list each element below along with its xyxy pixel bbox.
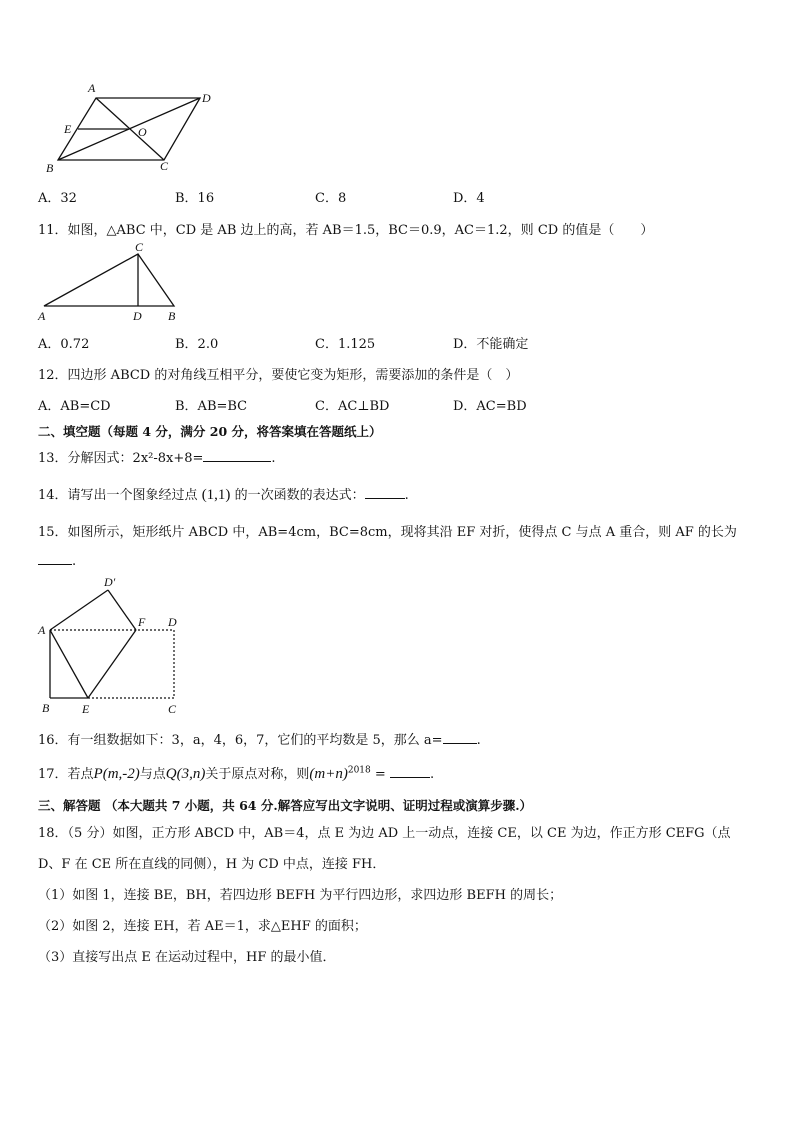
q10-option-b[interactable]: B．16 [175,191,215,206]
q18-line-2: D、F 在 CE 所在直线的同侧），H 为 CD 中点，连接 FH． [38,857,386,872]
q17-equals: = [374,767,386,782]
q12-option-d[interactable]: D．AC=BD [453,399,527,414]
q14-point: (1,1) [201,487,231,503]
label-D: D [133,309,142,323]
q12-option-c[interactable]: C．AC⊥BD [315,399,390,414]
q12-option-a[interactable]: A．AB=CD [38,399,111,414]
q16-answer-blank[interactable] [443,731,477,744]
q11-option-d[interactable]: D．不能确定 [453,337,529,352]
q15-folded-rectangle-figure [34,574,194,719]
label-A: A [38,309,46,323]
label-B: B [168,309,176,323]
q17-pre: 17．若点 [38,767,94,782]
label-O: O [138,125,147,139]
q16-stem: 16．有一组数据如下：3，a，4，6，7，它们的平均数是 5，那么 a= [38,733,443,748]
q18-sub-1: （1）如图 1，连接 BE，BH，若四边形 BEFH 为平行四边形，求四边形 BEFH 的周长； [38,888,563,903]
q10-parallelogram-figure [40,78,230,178]
q15-end: . [72,554,77,569]
q18-sub-3: （3）直接写出点 E 在运动过程中，HF 的最小值． [38,950,336,965]
q17-point-q: Q(3,n) [165,766,206,782]
q13-line [38,447,276,466]
q14-line [38,484,409,504]
q17-point-p: P(m,-2) [93,766,140,782]
q11-triangle-figure [32,240,192,324]
label-C: C [135,240,144,254]
q14-answer-blank[interactable] [365,486,405,499]
q17-answer-blank[interactable] [390,765,430,778]
q14-stem-post: 的一次函数的表达式： [234,488,365,503]
label-B: B [42,701,50,715]
q17-post: 关于原点对称，则 [205,767,310,782]
q13-stem: 13．分解因式：2x²-8x+8= [38,451,204,466]
section-2-title: 二、填空题（每题 4 分，满分 20 分，将答案填在答题纸上） [38,424,382,439]
q12-stem: 12．四边形 ABCD 的对角线互相平分，要使它变为矩形，需要添加的条件是（ ） [38,368,519,383]
label-C: C [160,159,169,173]
label-D: D [202,91,211,105]
label-A: A [88,81,96,95]
q14-stem-pre: 14．请写出一个图象经过点 [38,488,198,503]
q17-expression: (m+n) [309,766,348,782]
q13-end: . [271,451,276,466]
q11-stem: 11．如图，△ABC 中，CD 是 AB 边上的高，若 AB＝1.5，BC＝0.9，AC＝1.2，则 CD 的值是（ ） [38,223,654,238]
label-E: E [64,122,72,136]
q17-end: . [429,767,435,782]
q15-answer-line [38,552,76,569]
q14-end: . [404,488,409,503]
q15-answer-blank[interactable] [38,552,72,565]
label-F: F [138,615,146,629]
q17-mid: 与点 [139,767,166,782]
q11-option-a[interactable]: A．0.72 [38,337,90,352]
label-C: C [168,702,177,716]
q12-option-b[interactable]: B．AB=BC [175,399,248,414]
label-D-prime: D′ [104,575,116,589]
q16-end: . [476,733,481,748]
label-D: D [168,615,177,629]
q17-line [38,763,434,783]
q18-line-1: 18．（5 分）如图，正方形 ABCD 中，AB＝4，点 E 为边 AD 上一动点，连接 CE，以 CE 为边，作正方形 CEFG（点 [38,826,731,841]
section-3-title: 三、解答题 （本大题共 7 小题，共 64 分.解答应写出文字说明、证明过程或演算步骤.） [38,798,533,813]
label-E: E [82,702,90,716]
q15-stem: 15．如图所示，矩形纸片 ABCD 中，AB=4cm，BC=8cm，现将其沿 EF 对折，使得点 C 与点 A 重合，则 AF 的长为 [38,525,737,540]
label-B: B [46,161,54,175]
q11-option-c[interactable]: C．1.125 [315,337,376,352]
q10-option-a[interactable]: A．32 [38,191,77,206]
q10-option-d[interactable]: D．4 [453,191,485,206]
q11-option-b[interactable]: B．2.0 [175,337,219,352]
label-A: A [38,623,46,637]
q18-sub-2: （2）如图 2，连接 EH，若 AE＝1，求△EHF 的面积； [38,919,367,934]
q17-exponent: 2018 [347,765,371,776]
q16-line [38,729,481,748]
q10-option-c[interactable]: C．8 [315,191,347,206]
q13-answer-blank[interactable] [203,449,271,462]
